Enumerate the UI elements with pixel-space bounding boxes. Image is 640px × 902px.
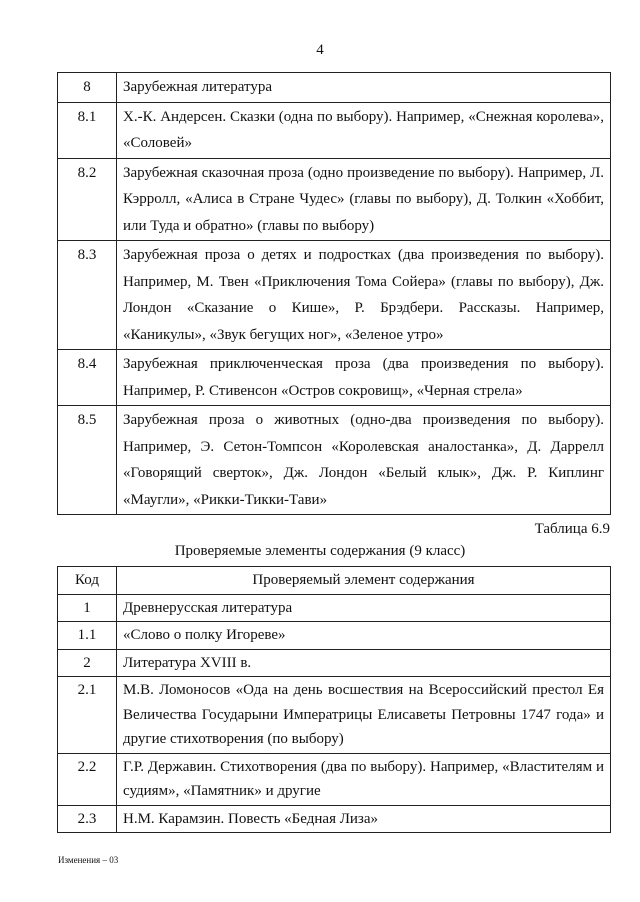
row-code: 2.3 [58,805,117,833]
row-text: Н.М. Карамзин. Повесть «Бедная Лиза» [117,805,611,833]
table-number: Таблица 6.9 [534,521,610,537]
column-header-code: Код [58,567,117,595]
table-header-row [58,567,611,595]
row-code: 1 [58,594,117,622]
row-text: Зарубежная литература [117,73,611,103]
row-text: Г.Р. Державин. Стихотворения (два по выбору). Например, «Властителям и судиям», «Памятник» и другие [117,753,611,805]
table-row [58,241,611,350]
table-row [58,805,611,833]
table-row [58,73,611,103]
row-code: 2.1 [58,677,117,754]
row-code: 2.2 [58,753,117,805]
row-text: Зарубежная проза о детях и подростках (два произведения по выбору). Например, М. Твен «Приключения Тома Сойера» (главы по выбору), Дж. Лондон «Сказание о Кише», Р. Брэдбери. Рассказы. Например, «Каникулы», «Звук бегущих ног», «Зеленое утро» [117,241,611,350]
table-row [58,649,611,677]
table-row [58,677,611,754]
table-title: Проверяемые элементы содержания (9 класс) [174,543,466,559]
table-row [58,622,611,650]
row-code: 8.2 [58,158,117,241]
row-code: 8.5 [58,406,117,515]
row-text: Зарубежная сказочная проза (одно произведение по выбору). Например, Л. Кэрролл, «Алиса в Стране Чудес» (главы по выбору), Д. Толкин «Хоббит, или Туда и обратно» (главы по выбору) [117,158,611,241]
row-code: 8.3 [58,241,117,350]
row-text: Древнерусская литература [117,594,611,622]
table-row [58,753,611,805]
table-row [58,102,611,158]
table-row [58,594,611,622]
table-row [58,158,611,241]
row-text: Х.-К. Андерсен. Сказки (одна по выбору). Например, «Снежная королева», «Соловей» [117,102,611,158]
footer-revision: Изменения – 03 [58,855,119,865]
page-number: 4 [316,42,324,58]
row-code: 8.4 [58,350,117,406]
row-text: Зарубежная приключенческая проза (два произведения по выбору). Например, Р. Стивенсон «Остров сокровищ», «Черная стрела» [117,350,611,406]
row-code: 2 [58,649,117,677]
content-elements-table-9 [57,566,611,833]
table-row [58,406,611,515]
literature-table-8 [57,72,611,515]
row-code: 1.1 [58,622,117,650]
row-text: Зарубежная проза о животных (одно-два произведения по выбору). Например, Э. Сетон-Томпсон «Королевская аналостанка», Д. Даррелл «Говорящий сверток», Дж. Лондон «Белый клык», Дж. Р. Киплинг «Маугли», «Рикки-Тикки-Тави» [117,406,611,515]
table-row [58,350,611,406]
row-text: Литература XVIII в. [117,649,611,677]
row-text: «Слово о полку Игореве» [117,622,611,650]
column-header-element: Проверяемый элемент содержания [117,567,611,595]
row-code: 8.1 [58,102,117,158]
row-text: М.В. Ломоносов «Ода на день восшествия на Всероссийский престол Ея Величества Государыни Императрицы Елисаветы Петровны 1747 года» и другие стихотворения (по выбору) [117,677,611,754]
row-code: 8 [58,73,117,103]
